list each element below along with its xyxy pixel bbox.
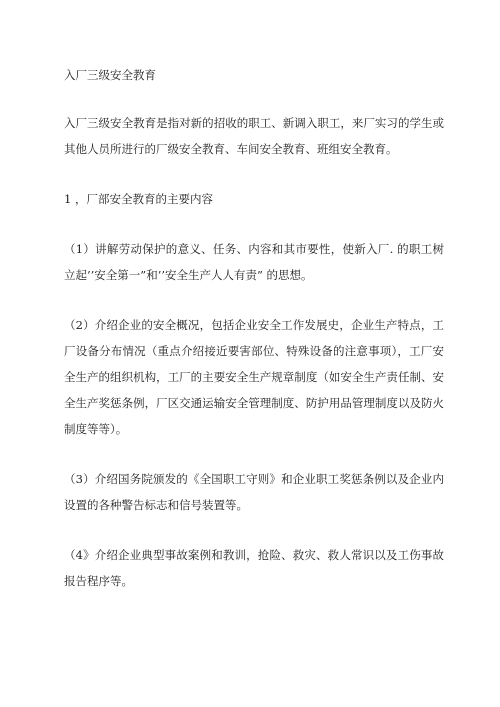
list-item-1: （1）讲解劳动保护的意义、任务、内容和其市要性，使新入厂. 的职工树立起’’安全第一”和’’安全生产人人有责” 的思想。	[64, 242, 444, 282]
document-title: 入厂三级安全教育	[64, 68, 156, 82]
list-item-3: （3）介绍国务院颁发的《全国职工守则》和企业职工奖惩条例以及企业内设置的各种警告标志和信号装置等。	[64, 472, 444, 512]
list-item-4: （4》介绍企业典型事故案例和教训，抢险、救灾、救人常识以及工伤事故报告程序等。	[64, 548, 444, 588]
intro-paragraph: 入厂三级安全教育是指对新的招收的职工、新调入职工，来厂实习的学生或其他人员所进行的厂级安全教育、车间安全教育、班组安全教育。	[64, 116, 444, 156]
section-heading: 1 ，厂部安全教育的主要内容	[64, 192, 213, 206]
list-item-2: （2）介绍企业的安全概况，包括企业安全工作发展史，企业生产特点，工厂设备分布情况（重点介绍接近要害部位、特殊设备的注意事项），工厂安全生产的组织机构，工厂的主要安全生产规章制度（如安全生产责任制、安全生产奖惩条例，厂区交通运输安全管理制度、防护用品管理制度以及防火制度等等）。	[64, 318, 444, 436]
